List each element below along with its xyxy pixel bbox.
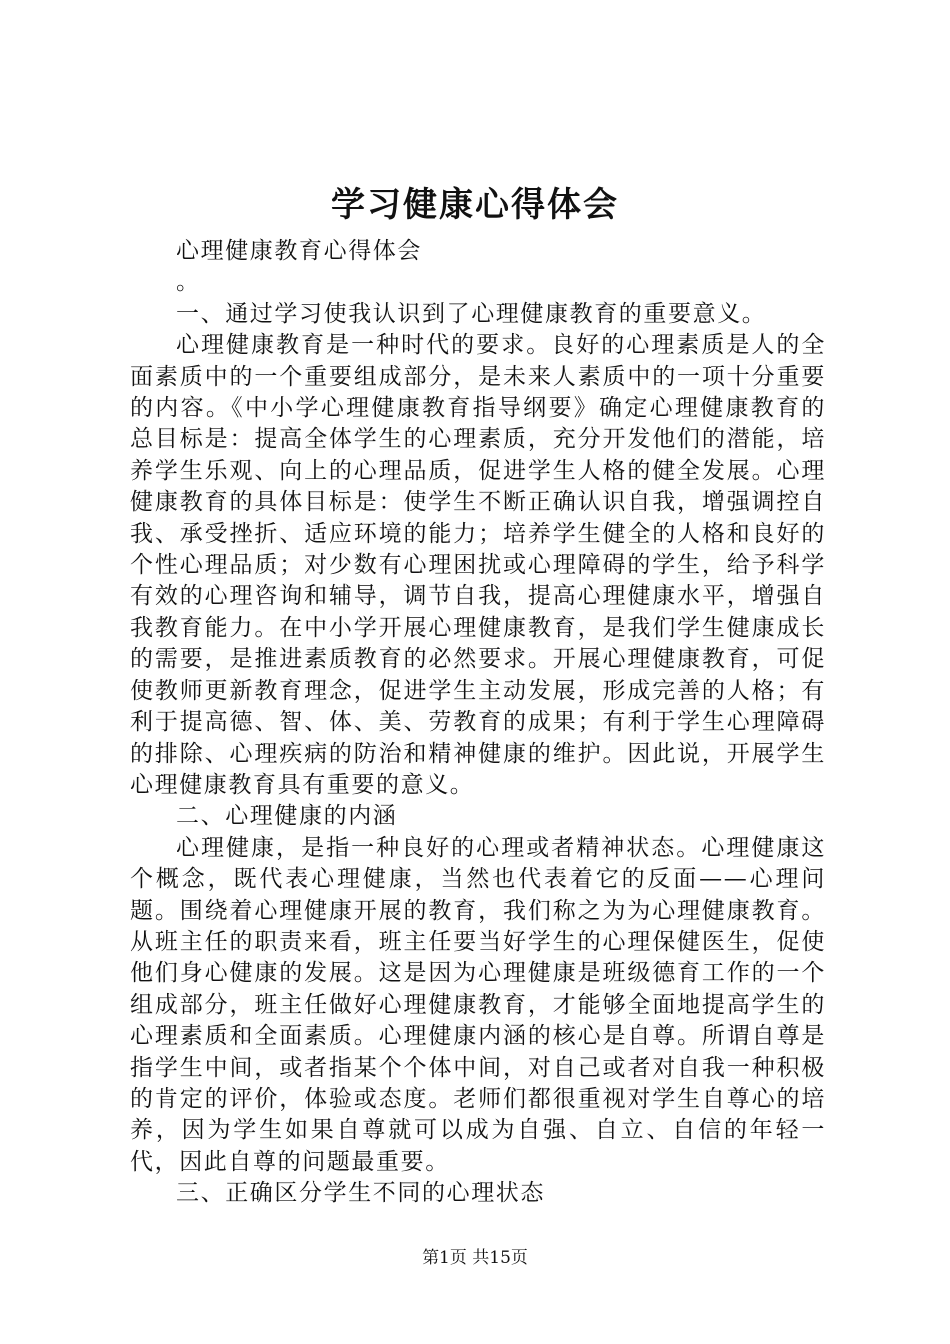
section-heading-1: 一、通过学习使我认识到了心理健康教育的重要意义。 bbox=[176, 300, 767, 327]
section-heading-3: 三、正确区分学生不同的心理状态 bbox=[176, 1180, 545, 1207]
section-heading-2: 二、心理健康的内涵 bbox=[176, 803, 398, 830]
punctuation-paragraph: 。 bbox=[176, 269, 201, 296]
document-body bbox=[130, 236, 826, 1210]
subtitle-paragraph: 心理健康教育心得体会 bbox=[176, 238, 422, 264]
document-title: 学习健康心得体会 bbox=[331, 185, 619, 225]
page-number-footer: 第1页 共15页 bbox=[422, 1248, 528, 1268]
body-paragraph-1: 心理健康教育是一种时代的要求。良好的心理素质是人的全面素质中的一个重要组成部分，是未来人素质中的一项十分重要的内容。《中小学心理健康教育指导纲要》确定心理健康教育的总目标是：提高全体学生的心理素质，充分开发他们的潜能，培养学生乐观、向上的心理品质，促进学生人格的健全发展。心理健康教育的具体目标是：使学生不断正确认识自我，增强调控自我、承受挫折、适应环境的能力；培养学生健全的人格和良好的个性心理品质；对少数有心理困扰或心理障碍的学生，给予科学有效的心理咨询和辅导，调节自我，提高心理健康水平，增强自我教育能力。在中小学开展心理健康教育，是我们学生健康成长的需要，是推进素质教育的必然要求。开展心理健康教育，可促使教师更新教育理念，促进学生主动发展，形成完善的人格；有利于提高德、智、体、美、劳教育的成果；有利于学生心理障碍的排除、心理疾病的防治和精神健康的维护。因此说，开展学生心理健康教育具有重要的意义。 bbox=[130, 332, 826, 798]
body-paragraph-2: 心理健康，是指一种良好的心理或者精神状态。心理健康这个概念，既代表心理健康，当然也代表着它的反面——心理问题。围绕着心理健康开展的教育，我们称之为为心理健康教育。从班主任的职责来看，班主任要当好学生的心理保健医生，促使他们身心健康的发展。这是因为心理健康是班级德育工作的一个组成部分，班主任做好心理健康教育，才能够全面地提高学生的心理素质和全面素质。心理健康内涵的核心是自尊。所谓自尊是指学生中间，或者指某个个体中间，对自己或者对自我一种积极的肯定的评价，体验或态度。老师们都很重视对学生自尊心的培养，因为学生如果自尊就可以成为自强、自立、自信的年轻一代，因此自尊的问题最重要。 bbox=[130, 834, 826, 1175]
